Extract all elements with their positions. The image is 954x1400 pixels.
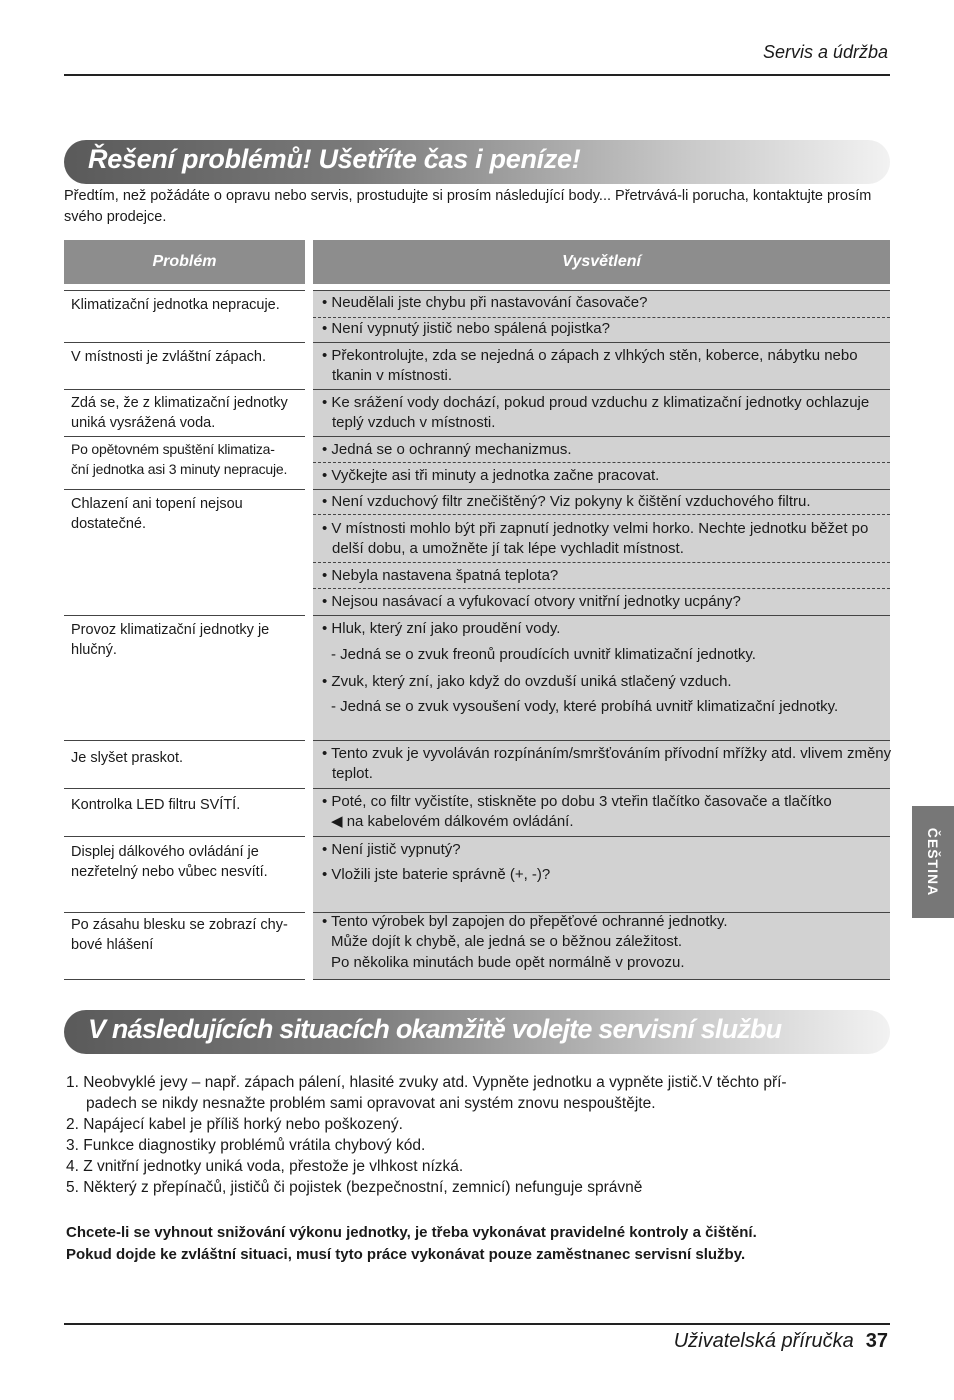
explanation-item: ◀ na kabelovém dálkovém ovládání. [331,813,574,830]
service-conditions-list [66,1072,890,1198]
explanation-item: - Jedná se o zvuk vysoušení vody, které probíhá uvnitř klimatizační jednotky. [331,698,839,715]
explanation-item: • Vyčkejte asi tři minuty a jednotka začne pracovat. [322,467,660,484]
list-item: 5. Některý z přepínačů, jističů či pojistek (bezpečnostní, zemnicí) nefunguje správně [66,1179,643,1196]
explanation-item: • Vložili jste baterie správně (+, -)? [322,866,551,883]
row-divider [64,788,305,789]
explanation-item: • Není vypnutý jistič nebo spálená pojistka? [322,320,610,337]
section1-title: Řešení problémů! Ušetříte čas i peníze! [88,144,581,174]
row-divider [313,389,890,390]
row-divider [313,615,890,616]
explanation-item: • Jedná se o ochranný mechanizmus. [322,441,572,458]
problem-cell: Po opětovném spuštění klimatiza- ční jednotka asi 3 minuty nepracuje. [71,441,288,477]
col-header-explanation: Vysvětlení [313,240,890,284]
row-divider [313,836,890,837]
explanation-item: • Ke srážení vody dochází, pokud proud vzduchu z klimatizační jednotky ochlazuje teplý vzduch v místnosti. [322,394,870,431]
intro-text: Předtím, než požádáte o opravu nebo servis, prostudujte si prosím následující body... Přetrvává-li porucha, kontaktujte prosím svého prodejce. [64,188,872,225]
row-divider [313,489,890,490]
language-tab [912,806,954,918]
list-item: 4. Z vnitřní jednotky uniká voda, přestože je vlhkost nízká. [66,1158,464,1175]
row-divider [313,290,890,291]
explanation-item: • Překontrolujte, zda se nejedná o zápach z vlhkých stěn, koberce, nábytku nebo tkanin v místnosti. [322,347,858,384]
item-divider [313,462,890,463]
section2-banner [64,1010,890,1054]
list-item: 1. Neobvyklé jevy – např. zápach pálení, hlasité zvuky atd. Vypněte jednotku a vypněte jistič.V těchto pří- padech se nikdy nesnažte problém sami opravovat ani systém znovu nespouštějte. [66,1074,787,1112]
problem-cell: Je slyšet praskot. [71,750,184,766]
row-divider [64,740,305,741]
explanation-item: • Zvuk, který zní, jako když do ovzduší uniká stlačený vzduch. [322,673,732,690]
page-footer [674,1330,888,1353]
problem-cell: Klimatizační jednotka nepracuje. [71,297,280,313]
page-number: 37 [865,1330,888,1352]
row-divider [313,436,890,437]
language-label: ČEŠTINA [925,827,941,897]
row-divider [313,740,890,741]
item-divider [313,317,890,318]
explanation-item: • Hluk, který zní jako proudění vody. [322,620,561,637]
note-line: Pokud dojde ke zvláštní situaci, musí tyto práce vykonávat pouze zaměstnanec servisní služby. [66,1246,746,1263]
footer-rule [64,1323,890,1325]
explanation-item: • Poté, co filtr vyčistíte, stiskněte po dobu 3 vteřin tlačítko časovače a tlačítko [322,793,832,810]
item-divider [313,514,890,515]
problem-cell: Kontrolka LED filtru SVÍTÍ. [71,797,241,813]
explanation-item: • Nebyla nastavena špatná teplota? [322,567,559,584]
col-header-problem: Problém [64,240,305,284]
explanation-item: • Neudělali jste chybu při nastavování časovače? [322,294,648,311]
problem-cell: Provoz klimatizační jednotky je hlučný. [71,622,270,658]
maintenance-note [66,1222,890,1266]
header-rule [64,74,890,76]
item-divider [313,562,890,563]
explanation-item: • Není jistič vypnutý? [322,841,461,858]
explanation-item: • Nejsou nasávací a vyfukovací otvory vnitřní jednotky ucpány? [322,593,741,610]
section2-title: V následujících situacích okamžitě volejte servisní službu [88,1014,782,1044]
problem-cell: V místnosti je zvláštní zápach. [71,349,267,365]
row-divider [64,979,305,980]
explanation-item: • Tento zvuk je vyvoláván rozpínáním/smršťováním přívodní mřížky atd. vlivem změny teplot. [322,745,892,782]
explanation-item: • V místnosti mohlo být při zapnutí jednotky velmi horko. Nechte jednotku běžet po delší dobu, a umožněte jí tak lépe vychladit místnost. [322,520,869,557]
manual-title: Uživatelská příručka [673,1330,854,1352]
explanation-item: Po několika minutách bude opět normálně v provozu. [331,954,685,971]
problem-cell: Zdá se, že z klimatizační jednotky uniká vysrážená voda. [71,395,288,431]
list-item: 3. Funkce diagnostiky problémů vrátila chybový kód. [66,1137,426,1154]
item-divider [313,588,890,589]
row-divider [313,788,890,789]
explanation-item: • Tento výrobek byl zapojen do přepěťové ochranné jednotky. [322,913,728,930]
note-line: Chcete-li se vyhnout snižování výkonu jednotky, je třeba vykonávat pravidelné kontroly a čištění. [66,1224,757,1241]
section1-banner [64,140,890,184]
explanation-item: • Není vzduchový filtr znečištěný? Viz pokyny k čištění vzduchového filtru. [322,493,811,510]
list-item: 2. Napájecí kabel je příliš horký nebo poškozený. [66,1116,403,1133]
row-divider [313,979,890,980]
explanation-item: Může dojít k chybě, ale jedná se o běžnou záležitost. [331,933,683,950]
row-divider [64,836,305,837]
problem-cell: Po zásahu blesku se zobrazí chy- bové hlášení [71,917,288,953]
running-header: Servis a údržba [762,42,888,62]
problem-cell: Chlazení ani topení nejsou dostatečné. [71,496,243,532]
problem-cell: Displej dálkového ovládání je nezřetelný nebo vůbec nesvítí. [71,844,268,880]
explanation-item: - Jedná se o zvuk freonů proudících uvnitř klimatizační jednotky. [331,646,756,663]
row-divider [313,342,890,343]
